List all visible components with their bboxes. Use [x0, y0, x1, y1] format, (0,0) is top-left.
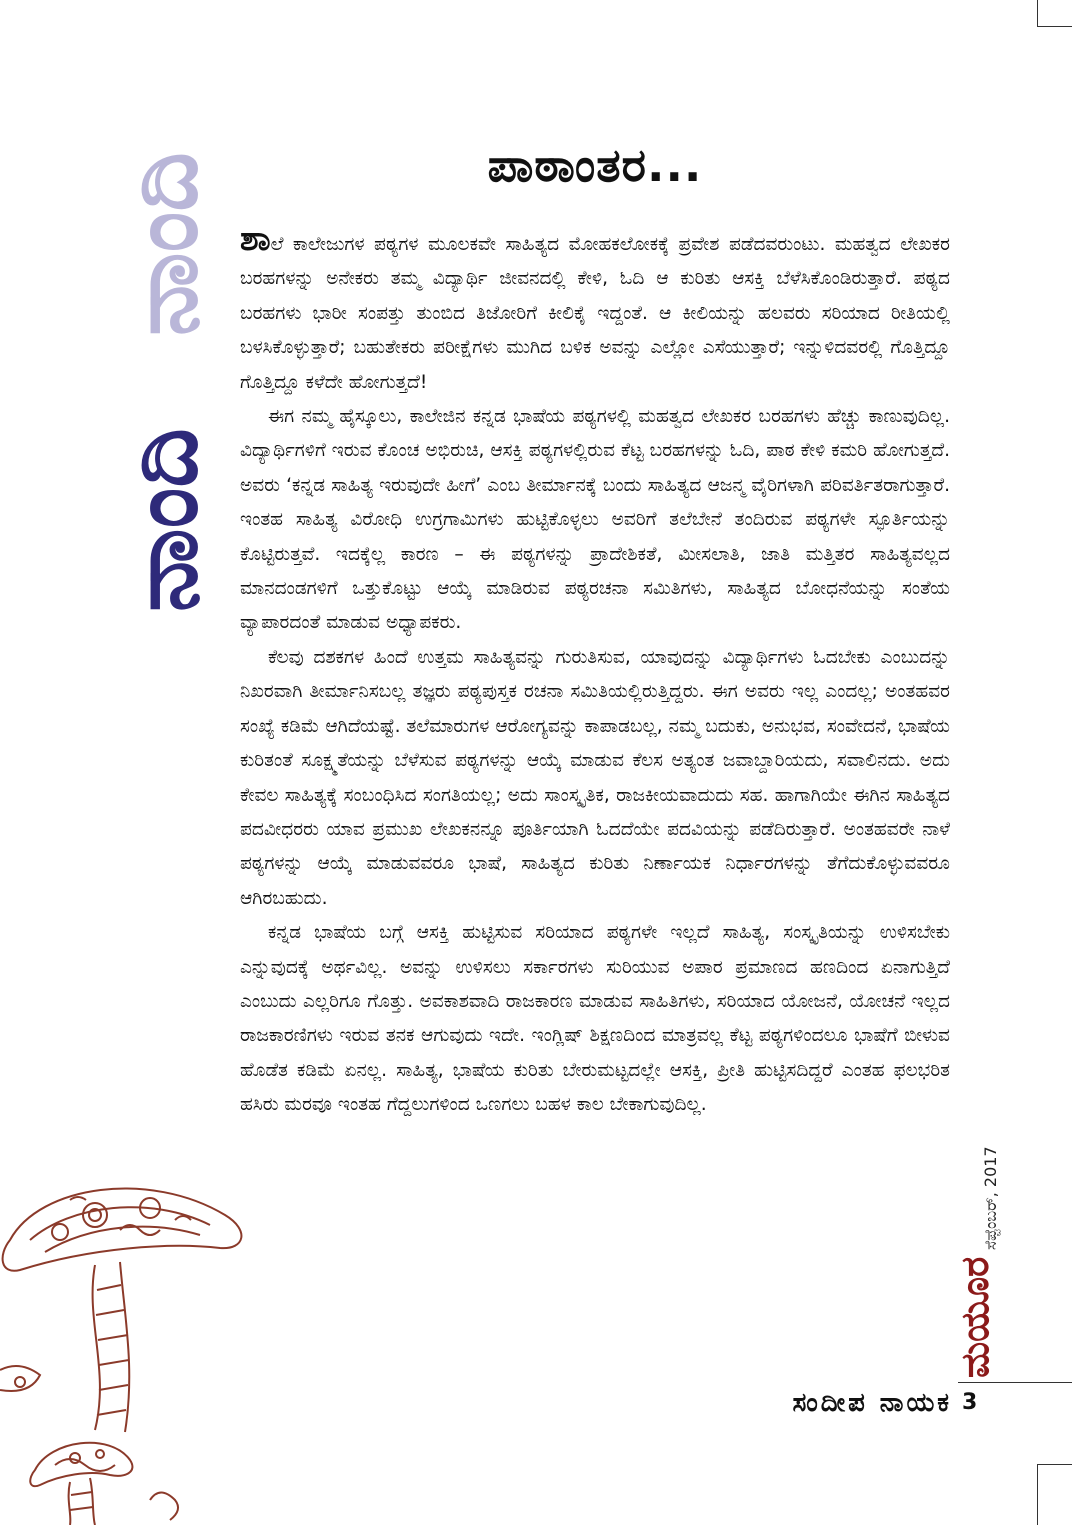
- article-paragraph-2: ಈಗ ನಮ್ಮ ಹೈಸ್ಕೂಲು, ಕಾಲೇಜಿನ ಕನ್ನಡ ಭಾಷೆಯ ಪಠ್ಯಗಳಲ್ಲಿ ಮಹತ್ವದ ಲೇಖಕರ ಬರಹಗಳು ಹೆಚ್ಚು ಕಾಣುವುದಿಲ್ಲ. ವಿದ್ಯಾರ್ಥಿಗಳಿಗೆ ಇರುವ ಕೊಂಚ ಅಭಿರುಚಿ, ಆಸಕ್ತಿ ಪಠ್ಯಗಳಲ್ಲಿರುವ ಕೆಟ್ಟ ಬರಹಗಳನ್ನು ಓದಿ, ಪಾಠ ಕೇಳಿ ಕಮರಿ ಹೋಗುತ್ತದೆ. ಅವರು ‘ಕನ್ನಡ ಸಾಹಿತ್ಯ ಇರುವುದೇ ಹೀಗೆ’ ಎಂಬ ತೀರ್ಮಾನಕ್ಕೆ ಬಂದು ಸಾಹಿತ್ಯದ ಆಜನ್ಮ ವೈರಿಗಳಾಗಿ ಪರಿವರ್ತಿತರಾಗುತ್ತಾರೆ. ಇಂತಹ ಸಾಹಿತ್ಯ ವಿರೋಧಿ ಉಗ್ರಗಾಮಿಗಳು ಹುಟ್ಟಿಕೊಳ್ಳಲು ಅವರಿಗೆ ತಲೆಬೇನೆ ತಂದಿರುವ ಪಠ್ಯಗಳೇ ಸ್ಫೂರ್ತಿಯನ್ನು ಕೊಟ್ಟಿರುತ್ತವೆ. ಇದಕ್ಕೆಲ್ಲ ಕಾರಣ – ಈ ಪಠ್ಯಗಳನ್ನು ಪ್ರಾದೇಶಿಕತೆ, ಮೀಸಲಾತಿ, ಜಾತಿ ಮತ್ತಿತರ ಸಾಹಿತ್ಯವಲ್ಲದ ಮಾನದಂಡಗಳಿಗೆ ಒತ್ತುಕೊಟ್ಟು ಆಯ್ಕೆ ಮಾಡಿರುವ ಪಠ್ಯರಚನಾ ಸಮಿತಿಗಳು, ಸಾಹಿತ್ಯದ ಬೋಧನೆಯನ್ನು ಸಂತೆಯ ವ್ಯಾಪಾರದಂತೆ ಮಾಡುವ ಅಧ್ಯಾಪಕರು.: [240, 406, 950, 634]
- crop-mark-bottom-right: [1037, 1464, 1072, 1525]
- magazine-masthead-vertical: [948, 1090, 1008, 1380]
- page-number: 3: [962, 1390, 978, 1415]
- magazine-name: ಮಯೂರ: [953, 1256, 997, 1378]
- paragraph-text: ಲೆ ಕಾಲೇಜುಗಳ ಪಠ್ಯಗಳ ಮೂಲಕವೇ ಸಾಹಿತ್ಯದ ಮೋಹಕಲೋಕಕ್ಕೆ ಪ್ರವೇಶ ಪಡೆದವರುಂಟು. ಮಹತ್ವದ ಲೇಖಕರ ಬರಹಗಳನ್ನು ಅನೇಕರು ತಮ್ಮ ವಿದ್ಯಾರ್ಥಿ ಜೀವನದಲ್ಲಿ ಕೇಳಿ, ಓದಿ ಆ ಕುರಿತು ಆಸಕ್ತಿ ಬೆಳೆಸಿಕೊಂಡಿರುತ್ತಾರೆ. ಪಠ್ಯದ ಬರಹಗಳು ಭಾರೀ ಸಂಪತ್ತು ತುಂಬಿದ ತಿಜೋರಿಗೆ ಕೀಲಿಕೈ ಇದ್ದಂತೆ. ಆ ಕೀಲಿಯನ್ನು ಹಲವರು ಸರಿಯಾದ ರೀತಿಯಲ್ಲಿ ಬಳಸಿಕೊಳ್ಳುತ್ತಾರೆ; ಬಹುತೇಕರು ಪರೀಕ್ಷೆಗಳು ಮುಗಿದ ಬಳಿಕ ಅವನ್ನು ಎಲ್ಲೋ ಎಸೆಯುತ್ತಾರೆ; ಇನ್ನುಳಿದವರಲ್ಲಿ ಗೊತ್ತಿದ್ದೂ ಗೊತ್ತಿದ್ದೂ ಕಳೆದೇ ಹೋಗುತ್ತದೆ!: [240, 234, 950, 393]
- column-title-dark: ನಾಂದಿ: [111, 428, 218, 612]
- article-paragraph-3: ಕೆಲವು ದಶಕಗಳ ಹಿಂದೆ ಉತ್ತಮ ಸಾಹಿತ್ಯವನ್ನು ಗುರುತಿಸುವ, ಯಾವುದನ್ನು ವಿದ್ಯಾರ್ಥಿಗಳು ಓದಬೇಕು ಎಂಬುದನ್ನು ನಿಖರವಾಗಿ ತೀರ್ಮಾನಿಸಬಲ್ಲ ತಜ್ಞರು ಪಠ್ಯಪುಸ್ತಕ ರಚನಾ ಸಮಿತಿಯಲ್ಲಿರುತ್ತಿದ್ದರು. ಈಗ ಅವರು ಇಲ್ಲ ಎಂದಲ್ಲ; ಅಂತಹವರ ಸಂಖ್ಯೆ ಕಡಿಮೆ ಆಗಿದೆಯಷ್ಟೆ. ತಲೆಮಾರುಗಳ ಆರೋಗ್ಯವನ್ನು ಕಾಪಾಡಬಲ್ಲ, ನಮ್ಮ ಬದುಕು, ಅನುಭವ, ಸಂವೇದನೆ, ಭಾಷೆಯ ಕುರಿತಂತೆ ಸೂಕ್ಷ್ಮತೆಯನ್ನು ಬೆಳೆಸುವ ಪಠ್ಯಗಳನ್ನು ಆಯ್ಕೆ ಮಾಡುವ ಕೆಲಸ ಅತ್ಯಂತ ಜವಾಬ್ದಾರಿಯದು, ಸವಾಲಿನದು. ಅದು ಕೇವಲ ಸಾಹಿತ್ಯಕ್ಕೆ ಸಂಬಂಧಿಸಿದ ಸಂಗತಿಯಲ್ಲ; ಅದು ಸಾಂಸ್ಕೃತಿಕ, ರಾಜಕೀಯವಾದುದು ಸಹ. ಹಾಗಾಗಿಯೇ ಈಗಿನ ಸಾಹಿತ್ಯದ ಪದವೀಧರರು ಯಾವ ಪ್ರಮುಖ ಲೇಖಕನನ್ನೂ ಪೂರ್ತಿಯಾಗಿ ಓದದೆಯೇ ಪದವಿಯನ್ನು ಪಡೆದಿರುತ್ತಾರೆ. ಅಂತಹವರೇ ನಾಳೆ ಪಠ್ಯಗಳನ್ನು ಆಯ್ಕೆ ಮಾಡುವವರೂ ಭಾಷೆ, ಸಾಹಿತ್ಯದ ಕುರಿತು ನಿರ್ಣಾಯಕ ನಿರ್ಧಾರಗಳನ್ನು ತೆಗೆದುಕೊಳ್ಳುವವರೂ ಆಗಿರಬಹುದು.: [240, 646, 950, 909]
- article-paragraph-1: [240, 219, 950, 400]
- column-title-light: ನಾಂದಿ: [111, 152, 218, 336]
- issue-date: ಸೆಪ್ಟೆಂಬರ್, 2017: [981, 1146, 1000, 1250]
- footer-rule: [958, 1382, 1072, 1383]
- crop-mark-top-right: [1037, 0, 1072, 27]
- drop-cap: ಶಾ: [240, 219, 271, 259]
- article-body: [240, 219, 950, 1123]
- column-title-vertical: [108, 36, 218, 616]
- author-name: ಸಂದೀಪ ನಾಯಕ: [792, 1388, 952, 1418]
- article-paragraph-4: ಕನ್ನಡ ಭಾಷೆಯ ಬಗ್ಗೆ ಆಸಕ್ತಿ ಹುಟ್ಟಿಸುವ ಸರಿಯಾದ ಪಠ್ಯಗಳೇ ಇಲ್ಲದೆ ಸಾಹಿತ್ಯ, ಸಂಸ್ಕೃತಿಯನ್ನು ಉಳಿಸಬೇಕು ಎನ್ನುವುದಕ್ಕೆ ಅರ್ಥವಿಲ್ಲ. ಅವನ್ನು ಉಳಿಸಲು ಸರ್ಕಾರಗಳು ಸುರಿಯುವ ಅಪಾರ ಪ್ರಮಾಣದ ಹಣದಿಂದ ಏನಾಗುತ್ತಿದೆ ಎಂಬುದು ಎಲ್ಲರಿಗೂ ಗೊತ್ತು. ಅವಕಾಶವಾದಿ ರಾಜಕಾರಣ ಮಾಡುವ ಸಾಹಿತಿಗಳು, ಸರಿಯಾದ ಯೋಜನೆ, ಯೋಚನೆ ಇಲ್ಲದ ರಾಜಕಾರಣಿಗಳು ಇರುವ ತನಕ ಆಗುವುದು ಇದೇ. ಇಂಗ್ಲಿಷ್ ಶಿಕ್ಷಣದಿಂದ ಮಾತ್ರವಲ್ಲ ಕೆಟ್ಟ ಪಠ್ಯಗಳಿಂದಲೂ ಭಾಷೆಗೆ ಬೀಳುವ ಹೊಡೆತ ಕಡಿಮೆ ಏನಲ್ಲ. ಸಾಹಿತ್ಯ, ಭಾಷೆಯ ಕುರಿತು ಬೇರುಮಟ್ಟದಲ್ಲೇ ಆಸಕ್ತಿ, ಪ್ರೀತಿ ಹುಟ್ಟಿಸದಿದ್ದರೆ ಎಂತಹ ಫಲಭರಿತ ಹಸಿರು ಮರವೂ ಇಂತಹ ಗೆದ್ದಲುಗಳಿಂದ ಒಣಗಲು ಬಹಳ ಕಾಲ ಬೇಕಾಗುವುದಿಲ್ಲ.: [240, 922, 950, 1116]
- page-title: ಪಾಠಾಂತರ...: [487, 138, 703, 192]
- mushroom-illustration: [0, 1170, 260, 1525]
